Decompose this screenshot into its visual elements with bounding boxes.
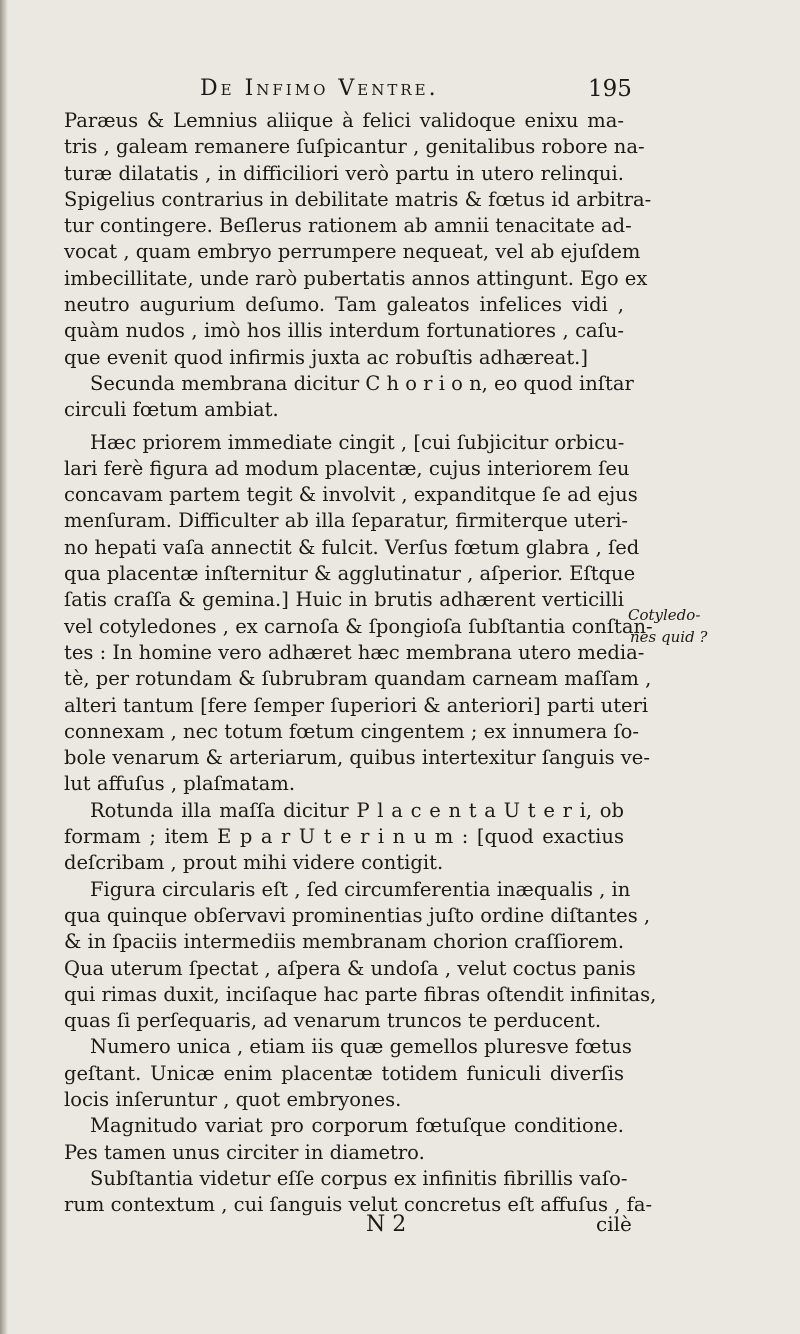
text-line: Rotunda illa maſſa dicitur P l a c e n t a U t e r i, ob: [90, 798, 624, 822]
text-line: & in ſpaciis intermediis membranam chorion craſſiorem.: [64, 930, 625, 954]
text-line: qui rimas duxit, inciſaque hac parte fibras oſtendit infinitas,: [64, 982, 657, 1006]
text-line: Hæc priorem immediate cingit , [cui ſubjicitur orbicu-: [90, 430, 625, 454]
text-line: Figura circularis eſt , ſed circumferentia inæqualis , in: [90, 877, 631, 901]
text-line: menſuram. Difficulter ab illa ſeparatur, firmiterque uteri-: [64, 509, 629, 533]
text-line: geſtant. Unicæ enim placentæ totidem funiculi diverſis: [64, 1061, 624, 1085]
text-line: Paræus & Lemnius aliique à felici validoque enixu ma-: [64, 109, 624, 132]
text-line: connexam , nec totum fœtum cingentem ; ex innumera ſo-: [64, 719, 639, 743]
text-line: que evenit quod infirmis juxta ac robuſtis adhæreat.]: [64, 345, 588, 369]
text-line: circuli fœtum ambiat.: [64, 398, 279, 422]
text-line: vocat , quam embryo perrumpere nequeat, vel ab ejuſdem: [64, 240, 641, 264]
text-line: Secunda membrana dicitur C h o r i o n, eo quod inſtar: [90, 371, 634, 395]
text-line: concavam partem tegit & involvit , expanditque ſe ad ejus: [64, 483, 638, 507]
text-line: Magnitudo variat pro corporum fœtuſque conditione.: [90, 1114, 624, 1138]
text-line: tris , galeam remanere ſuſpicantur , genitalibus robore na-: [64, 135, 645, 159]
text-line: turæ dilatatis , in difficiliori verò partu in utero relinqui.: [64, 161, 624, 185]
text-line: formam ; item E p a r U t e r i n u m : [quod exactius: [64, 825, 624, 849]
text-line: Spigelius contrarius in debilitate matris & fœtus id arbitra-: [64, 187, 652, 211]
running-title: De Infimo Ventre.: [200, 76, 439, 101]
text-line: deſcribam , prout mihi videre contigit.: [64, 851, 444, 875]
margin-note-line: nes quid ?: [630, 628, 708, 646]
text-line: rum contextum , cui ſanguis velut concretus eſt affuſus , fa-: [64, 1193, 653, 1217]
text-line: imbecillitate, unde rarò pubertatis annos attingunt. Ego ex: [64, 266, 648, 290]
margin-note-line: Cotyledo-: [628, 606, 701, 624]
text-line: Qua uterum ſpectat , aſpera & undoſa , velut coctus panis: [64, 956, 636, 980]
text-line: bole venarum & arteriarum, quibus intertexitur ſanguis ve-: [64, 746, 650, 770]
margin-note: [628, 604, 707, 648]
text-line: lari ferè figura ad modum placentæ, cujus interiorem ſeu: [64, 456, 630, 480]
text-line: Pes tamen unus circiter in diametro.: [64, 1140, 425, 1164]
text-line: tur contingere. Beſlerus rationem ab amnii tenacitate ad-: [64, 214, 632, 238]
text-line: tes : In homine vero adhæret hæc membrana utero media-: [64, 640, 645, 664]
signature-mark: N 2: [366, 1212, 407, 1237]
text-line: quas ſi perſequaris, ad venarum truncos te perducent.: [64, 1009, 602, 1033]
text-line: lut affuſus , plaſmatam.: [64, 772, 296, 796]
text-line: qua quinque obſervavi prominentias juſto ordine diſtantes ,: [64, 903, 651, 927]
text-line: vel cotyledones , ex carnoſa & ſpongioſa ſubſtantia conſtan-: [64, 614, 653, 638]
text-line: Subſtantia videtur eſſe corpus ex infinitis fibrillis vaſo-: [90, 1166, 628, 1190]
text-line: quàm nudos , imò hos illis interdum fortunatiores , caſu-: [64, 319, 624, 343]
text-line: neutro augurium deſumo. Tam galeatos infelices vidi ,: [64, 293, 624, 317]
text-line: Numero unica , etiam iis quæ gemellos pluresve fœtus: [90, 1035, 632, 1059]
text-line: qua placentæ inſternitur & agglutinatur , aſperior. Eſtque: [64, 562, 636, 586]
text-line: no hepati vaſa annectit & fulcit. Verſus fœtum glabra , ſed: [64, 535, 640, 559]
text-line: alteri tantum [fere ſemper ſuperiori & anteriori] parti uteri: [64, 693, 649, 717]
body-text: [64, 108, 657, 1218]
page-number: 195: [588, 76, 632, 102]
text-line: locis inſeruntur , quot embryones.: [64, 1087, 402, 1111]
text-line: tè, per rotundam & ſubrubram quandam carneam maſſam ,: [64, 667, 652, 691]
text-line: ſatis craſſa & gemina.] Huic in brutis adhærent verticilli: [64, 588, 624, 612]
page-gutter-shadow: [0, 0, 8, 1334]
catchword: cilè: [596, 1212, 632, 1236]
